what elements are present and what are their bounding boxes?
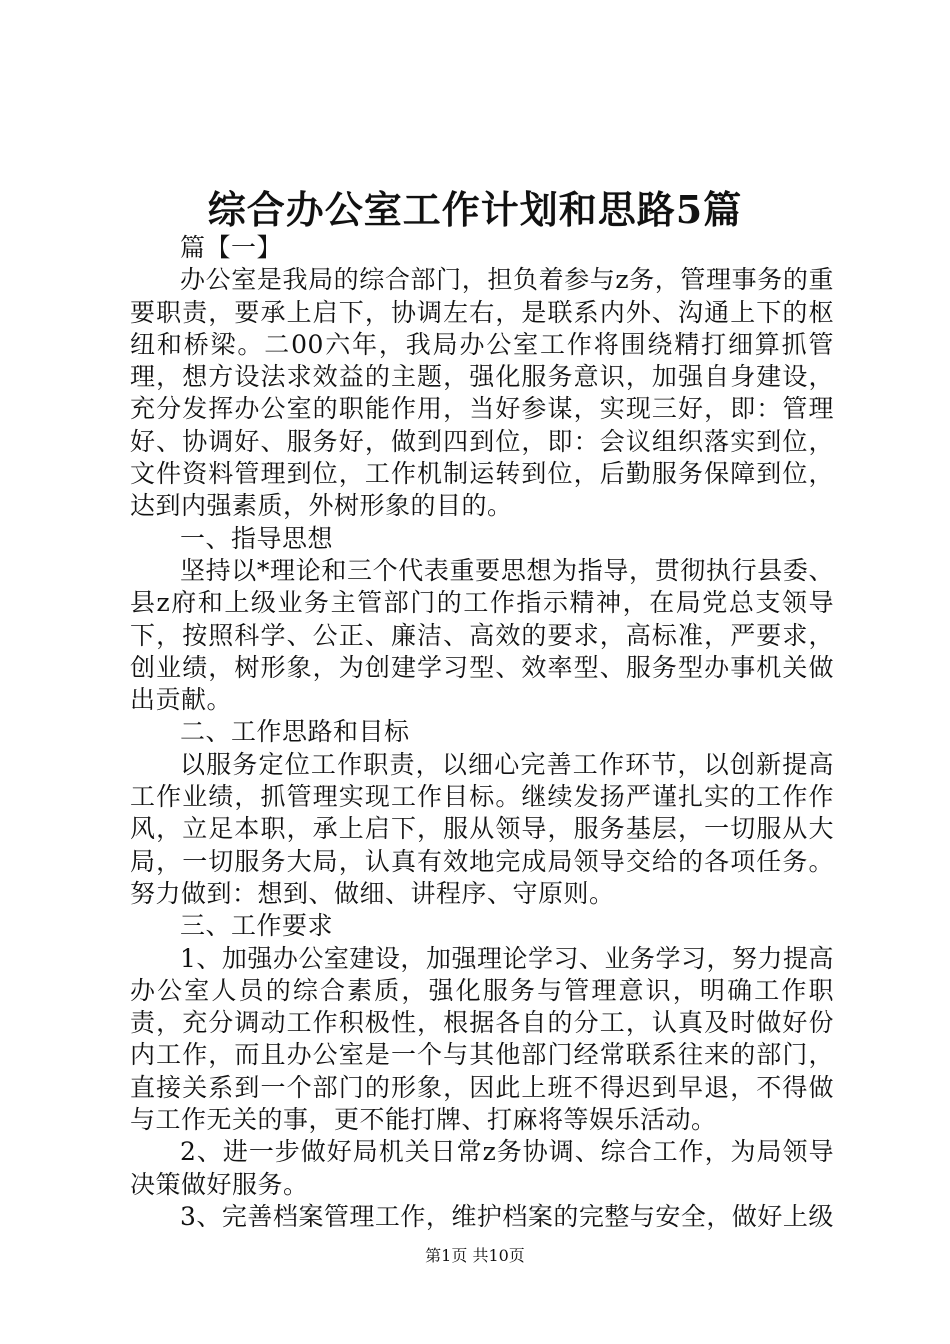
- document-body: [130, 232, 834, 1233]
- paragraph-work-approach: 以服务定位工作职责，以细心完善工作环节，以创新提高工作业绩，抓管理实现工作目标。继续发扬严谨扎实的工作作风，立足本职，承上启下，服从领导，服务基层，一切服从大局，一切服务大局，认真有效地完成局领导交给的各项任务。努力做到：想到、做细、讲程序、守原则。: [130, 749, 834, 908]
- heading-work-requirements: 三、工作要求: [180, 911, 334, 941]
- paragraph-guiding-ideology: 坚持以*理论和三个代表重要思想为指导，贯彻执行县委、县z府和上级业务主管部门的工作指示精神，在局党总支领导下，按照科学、公正、廉洁、高效的要求，高标准，严要求，创业绩，树形象，为创建学习型、效率型、服务型办事机关做出贡献。: [130, 555, 834, 715]
- paragraph-requirement-1: 1、加强办公室建设，加强理论学习、业务学习，努力提高办公室人员的综合素质，强化服务与管理意识，明确工作职责，充分调动工作积极性，根据各自的分工，认真及时做好份内工作，而且办公室是一个与其他部门经常联系往来的部门，直接关系到一个部门的形象，因此上班不得迟到早退，不得做与工作无关的事，更不能打牌、打麻将等娱乐活动。: [130, 943, 834, 1135]
- section-label: 篇【一】: [180, 233, 283, 262]
- paragraph-intro: 办公室是我局的综合部门，担负着参与z务，管理事务的重要职责，要承上启下，协调左右，是联系内外、沟通上下的枢纽和桥梁。二00六年，我局办公室工作将围绕精打细算抓管理，想方设法求效益的主题，强化服务意识，加强自身建设，充分发挥办公室的职能作用，当好参谋，实现三好，即：管理好、协调好、服务好，做到四到位，即：会议组织落实到位，文件资料管理到位，工作机制运转到位，后勤服务保障到位，达到内强素质，外树形象的目的。: [130, 265, 834, 521]
- page-footer: 第1页 共10页: [425, 1246, 525, 1265]
- document-title: 综合办公室工作计划和思路5篇: [207, 187, 743, 232]
- heading-guiding-ideology: 一、指导思想: [180, 523, 334, 553]
- paragraph-requirement-3: 3、完善档案管理工作，维护档案的完整与安全，做好上级: [180, 1201, 834, 1231]
- heading-work-approach: 二、工作思路和目标: [180, 717, 410, 747]
- paragraph-requirement-2: 2、进一步做好局机关日常z务协调、综合工作，为局领导决策做好服务。: [130, 1137, 834, 1199]
